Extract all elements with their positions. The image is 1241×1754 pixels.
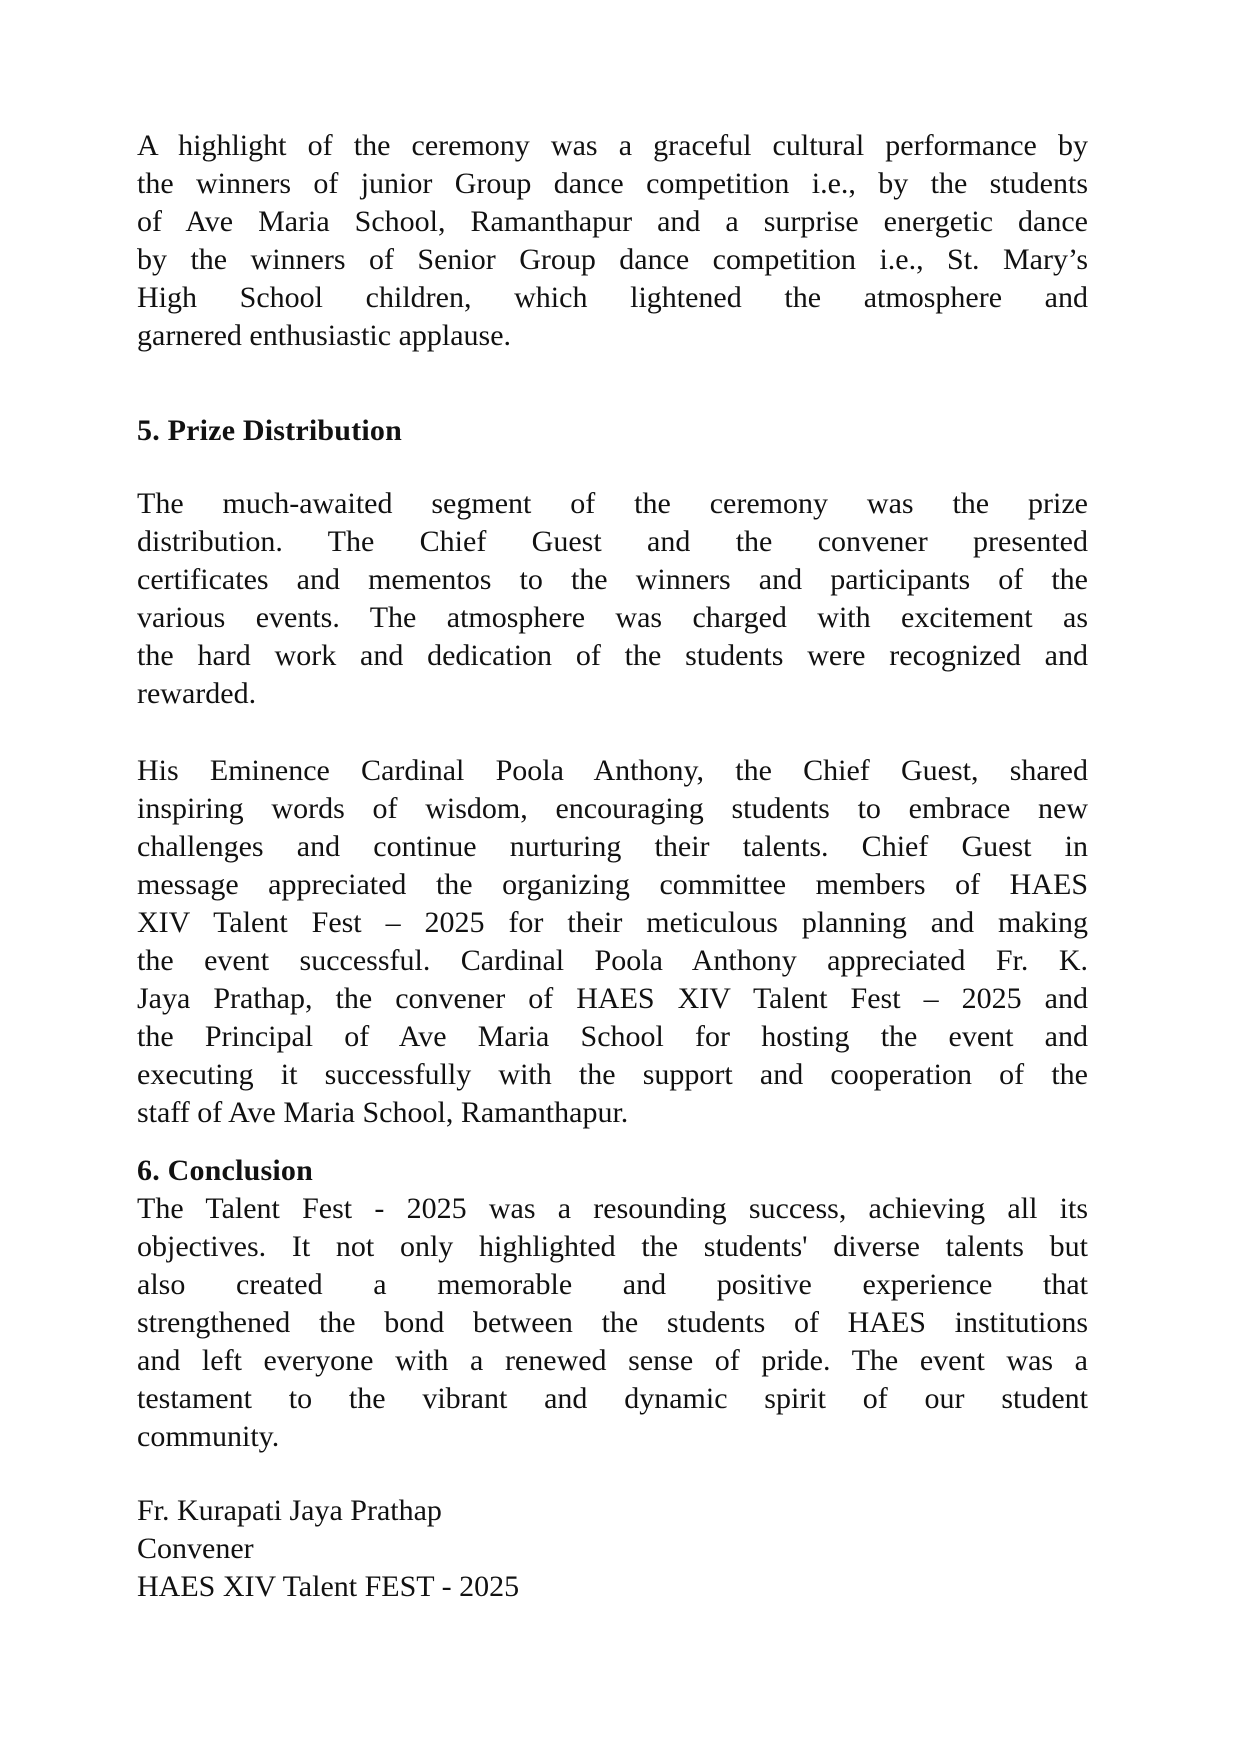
text-line: message appreciated the organizing committee members of HAES	[137, 868, 1088, 901]
text-line: various events. The atmosphere was charged with excitement as	[137, 601, 1088, 634]
text-line: staff of Ave Maria School, Ramanthapur.	[137, 1096, 629, 1129]
paragraph-prize-distribution	[137, 485, 1088, 713]
text-line: The much-awaited segment of the ceremony was the prize	[137, 487, 1088, 520]
section-heading-prize-distribution: 5. Prize Distribution	[137, 414, 403, 447]
text-line: testament to the vibrant and dynamic spirit of our student	[137, 1382, 1088, 1415]
text-line: also created a memorable and positive experience that	[137, 1268, 1088, 1301]
text-line: His Eminence Cardinal Poola Anthony, the Chief Guest, shared	[137, 754, 1088, 787]
text-line: certificates and mementos to the winners and participants of the	[137, 563, 1088, 596]
text-line: High School children, which lightened the atmosphere and	[137, 281, 1088, 314]
text-line: inspiring words of wisdom, encouraging students to embrace new	[137, 792, 1088, 825]
text-line: of Ave Maria School, Ramanthapur and a surprise energetic dance	[137, 205, 1088, 238]
section-heading-conclusion: 6. Conclusion	[137, 1154, 313, 1187]
text-line: distribution. The Chief Guest and the convener presented	[137, 525, 1088, 558]
text-line: the event successful. Cardinal Poola Anthony appreciated Fr. K.	[137, 944, 1088, 977]
text-line: executing it successfully with the support and cooperation of the	[137, 1058, 1088, 1091]
signature-event: HAES XIV Talent FEST - 2025	[137, 1570, 520, 1603]
text-line: A highlight of the ceremony was a graceful cultural performance by	[137, 129, 1088, 162]
text-line: the winners of junior Group dance competition i.e., by the students	[137, 167, 1088, 200]
paragraph-cultural-performance	[137, 127, 1088, 355]
text-line: the hard work and dedication of the students were recognized and	[137, 639, 1088, 672]
signature-role: Convener	[137, 1532, 254, 1565]
text-line: by the winners of Senior Group dance competition i.e., St. Mary’s	[137, 243, 1088, 276]
text-line: rewarded.	[137, 677, 257, 710]
text-line: The Talent Fest - 2025 was a resounding success, achieving all its	[137, 1192, 1088, 1225]
paragraph-chief-guest-remarks	[137, 752, 1088, 1132]
text-line: Jaya Prathap, the convener of HAES XIV Talent Fest – 2025 and	[137, 982, 1088, 1015]
text-line: and left everyone with a renewed sense of pride. The event was a	[137, 1344, 1088, 1377]
signature-block	[137, 1492, 1088, 1606]
text-line: the Principal of Ave Maria School for hosting the event and	[137, 1020, 1088, 1053]
text-line: strengthened the bond between the students of HAES institutions	[137, 1306, 1088, 1339]
text-line: community.	[137, 1420, 280, 1453]
text-line: objectives. It not only highlighted the students' diverse talents but	[137, 1230, 1088, 1263]
signature-name: Fr. Kurapati Jaya Prathap	[137, 1494, 442, 1527]
paragraph-conclusion	[137, 1190, 1088, 1456]
text-line: XIV Talent Fest – 2025 for their meticulous planning and making	[137, 906, 1088, 939]
text-line: challenges and continue nurturing their talents. Chief Guest in	[137, 830, 1088, 863]
text-line: garnered enthusiastic applause.	[137, 319, 512, 352]
